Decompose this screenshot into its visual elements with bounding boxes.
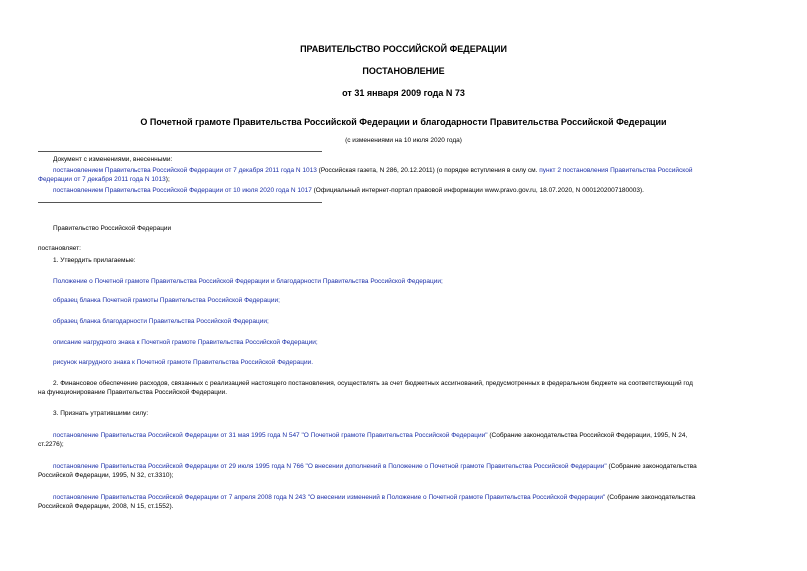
change-2-line: [53, 186, 644, 195]
repealed-item-2-cont: Российской Федерации, 1995, N 32, ст.3310);: [38, 472, 174, 479]
repealed-text-1: (Собрание законодательства Российской Федерации, 1995, N 24,: [487, 432, 688, 439]
repealed-item-2: [53, 462, 697, 471]
repealed-text-2: (Собрание законодательства: [606, 463, 697, 470]
approved-item-5: [53, 358, 313, 367]
divider-bottom: [38, 202, 322, 203]
government-heading: ПРАВИТЕЛЬСТВО РОССИЙСКОЙ ФЕДЕРАЦИИ: [300, 44, 507, 54]
repealed-item-3-cont: Российской Федерации, 2008, N 15, ст.1552).: [38, 503, 174, 510]
government-line: Правительство Российской Федерации: [53, 225, 172, 232]
change-1-clause-link-cont[interactable]: Федерации от 7 декабря 2011 года N 1013: [38, 176, 166, 183]
repealed-link-1[interactable]: постановление Правительства Российской Федерации от 31 мая 1995 года N 547 "О Почетной грамоте Правительства Российской Федерации": [53, 432, 488, 439]
change-1-text: (Российская газета, N 286, 20.12.2011) (о порядке вступления в силу см.: [316, 167, 540, 174]
change-2-link[interactable]: постановлением Правительства Российской Федерации от 10 июля 2020 года N 1017: [53, 187, 312, 194]
approved-item-3: [53, 317, 269, 326]
paragraph-1: 1. Утвердить прилагаемые:: [53, 257, 136, 264]
change-1-link[interactable]: постановлением Правительства Российской Федерации от 7 декабря 2011 года N 1013: [53, 167, 317, 174]
repealed-item-1: [53, 431, 687, 440]
repealed-link-3[interactable]: постановление Правительства Российской Федерации от 7 апреля 2008 года N 243 "О внесении изменений в Положение о Почетной грамоте Правительства Российской Федерации": [53, 494, 606, 501]
repealed-link-2[interactable]: постановление Правительства Российской Федерации от 29 июля 1995 года N 766 "О внесении дополнений в Положение о Почетной грамоте Правительства Российской Федерации": [53, 463, 607, 470]
paragraph-3: 3. Признать утратившими силу:: [53, 410, 149, 417]
document-subtitle: (с изменениями на 10 июля 2020 года): [345, 137, 462, 144]
change-1-line-cont: [38, 175, 170, 184]
repealed-item-3: [53, 493, 695, 502]
document-date-number: от 31 января 2009 года N 73: [342, 88, 465, 98]
paragraph-2: 2. Финансовое обеспечение расходов, связанных с реализацией настоящего постановления, осуществлять за счет бюджетных ассигнований, предусмотренных в федеральном бюджете на соответствующий год: [53, 380, 693, 387]
approved-item-2: [53, 296, 280, 305]
document-title: О Почетной грамоте Правительства Российской Федерации и благодарности Правительства Российской Федерации: [140, 117, 667, 127]
change-1-line: [53, 166, 692, 175]
change-1-end: );: [165, 176, 170, 183]
approved-link-3[interactable]: образец бланка благодарности Правительства Российской Федерации;: [53, 318, 269, 325]
approved-link-1[interactable]: Положение о Почетной грамоте Правительства Российской Федерации и благодарности Правительства Российской Федерации;: [53, 278, 443, 285]
approved-item-1: [53, 277, 443, 286]
paragraph-2-cont: на функционирование Правительства Российской Федерации.: [38, 389, 228, 396]
approved-item-4: [53, 338, 318, 347]
approved-link-2[interactable]: образец бланка Почетной грамоты Правительства Российской Федерации;: [53, 297, 280, 304]
approved-link-4[interactable]: описание нагрудного знака к Почетной грамоте Правительства Российской Федерации;: [53, 339, 318, 346]
decides-line: постановляет:: [38, 245, 81, 252]
change-1-clause-link[interactable]: пункт 2 постановления Правительства Российской: [539, 167, 693, 174]
repealed-item-1-cont: ст.2276);: [38, 441, 64, 448]
change-2-text: (Официальный интернет-портал правовой информации www.pravo.gov.ru, 18.07.2020, N 0001202007180003).: [311, 187, 644, 194]
approved-link-5[interactable]: рисунок нагрудного знака к Почетной грамоте Правительства Российской Федерации.: [53, 359, 314, 366]
document-type: ПОСТАНОВЛЕНИЕ: [362, 66, 445, 76]
divider-top: [38, 151, 322, 152]
changes-intro: Документ с изменениями, внесенными:: [53, 156, 173, 163]
repealed-text-3: (Собрание законодательства: [605, 494, 696, 501]
